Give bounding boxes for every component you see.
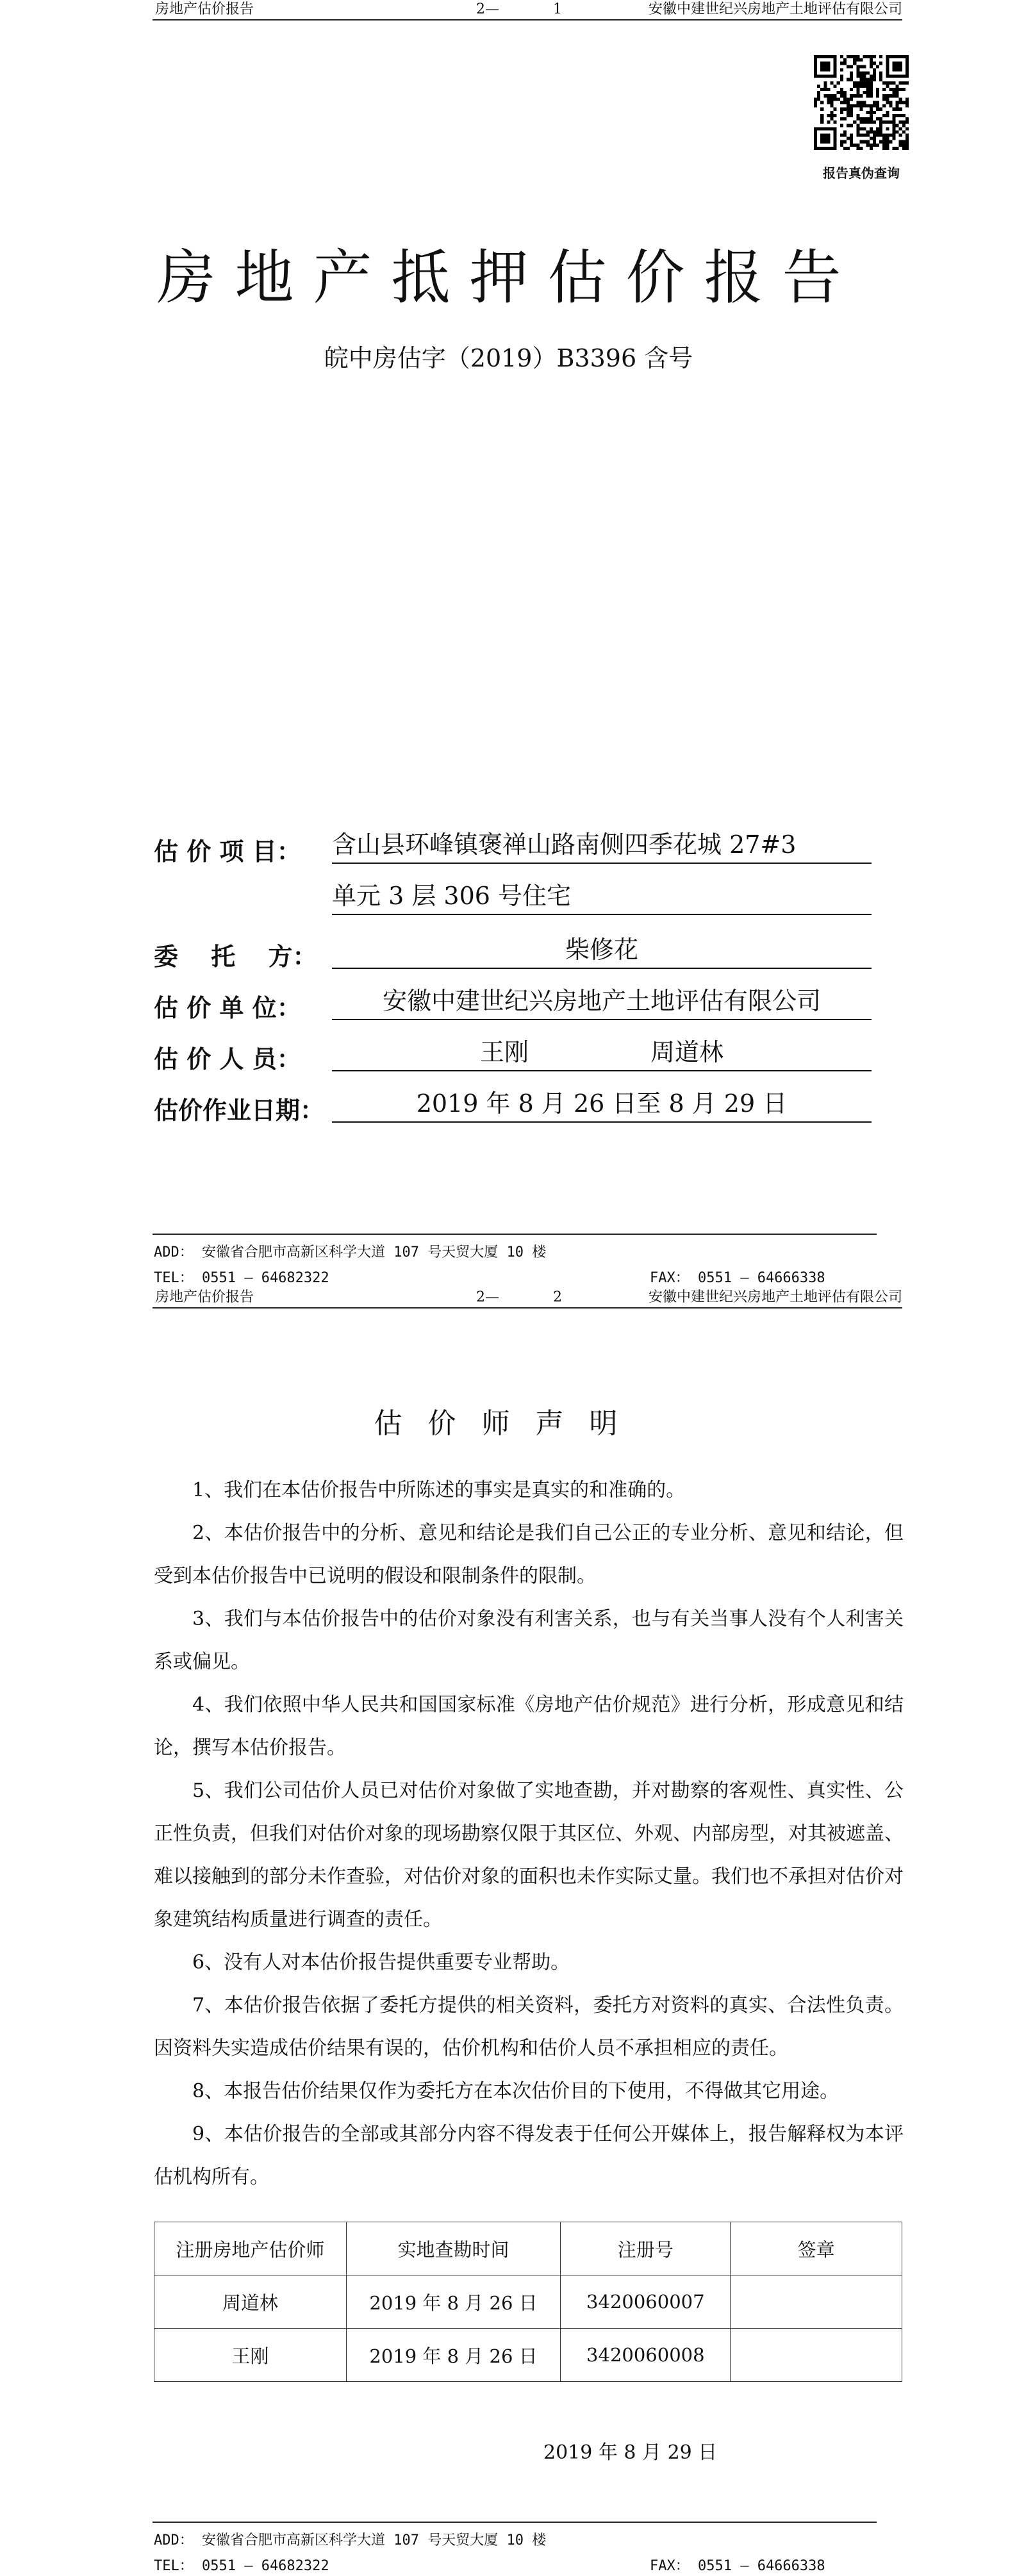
table-header-cell: 实地查勘时间	[346, 2222, 561, 2275]
table-cell-name: 周道林	[154, 2275, 347, 2329]
info-label-appraiser-company: 估 价 单 位：	[154, 994, 301, 1022]
info-value-project-line2: 单元 3 层 306 号住宅	[332, 878, 872, 915]
footer-tel: TEL： 0551 — 64682322	[154, 2558, 329, 2574]
info-value-project: 含山县环峰镇褒禅山路南侧四季花城 27#3	[332, 827, 872, 864]
table-cell-name: 王刚	[154, 2329, 347, 2382]
running-header	[153, 1288, 902, 1309]
report-title: 房地产抵押估价报告	[156, 244, 861, 312]
declaration-item: 1、我们在本估价报告中所陈述的事实是真实的和准确的。	[192, 1479, 686, 1501]
declaration-item: 2、本估价报告中的分析、意见和结论是我们自己公正的专业分析、意见和结论，但受到本估价报告中已说明的假设和限制条件的限制。	[154, 1522, 904, 1587]
table-cell-reg-no: 3420060007	[561, 2275, 731, 2329]
table-cell-date: 2019 年 8 月 26 日	[346, 2275, 561, 2329]
declaration-item: 3、我们与本估价报告中的估价对象没有利害关系，也与有关当事人没有个人利害关系或偏见。	[154, 1608, 904, 1673]
declaration-item: 4、我们依照中华人民共和国国家标准《房地产估价规范》进行分析，形成意见和结论，撰写本估价报告。	[154, 1694, 904, 1759]
declaration-item: 8、本报告估价结果仅作为委托方在本次估价目的下使用，不得做其它用途。	[192, 2080, 839, 2102]
declaration-item: 6、没有人对本估价报告提供重要专业帮助。	[192, 1951, 570, 1974]
header-company: 安徽中建世纪兴房地产土地评估有限公司	[648, 1289, 902, 1305]
footer-fax: FAX： 0551 — 64666338	[650, 2558, 825, 2574]
running-header	[153, 0, 902, 21]
qr-caption: 报告真伪查询	[823, 165, 900, 181]
footer-fax: FAX： 0551 — 64666338	[650, 1270, 825, 1286]
report-number: 皖中房估字（2019）B3396 含号	[324, 344, 693, 372]
header-report-type: 房地产估价报告	[155, 1, 254, 17]
info-value-work-date: 2019 年 8 月 26 日至 8 月 29 日	[332, 1086, 872, 1123]
table-cell-signature	[731, 2275, 902, 2329]
footer-tel: TEL： 0551 — 64682322	[154, 1270, 329, 1286]
footer-address: ADD： 安徽省合肥市高新区科学大道 107 号天贸大厦 10 楼	[154, 1244, 547, 1260]
header-page-number: 1	[553, 1, 562, 17]
qr-code-icon[interactable]	[814, 55, 909, 150]
header-company: 安徽中建世纪兴房地产土地评估有限公司	[648, 1, 902, 17]
header-report-type: 房地产估价报告	[155, 1289, 254, 1305]
declaration-item: 9、本估价报告的全部或其部分内容不得发表于任何公开媒体上，报告解释权为本评估机构所有。	[154, 2123, 904, 2188]
info-label-project: 估 价 项 目：	[154, 838, 301, 866]
appraiser-signature-table	[154, 2222, 902, 2382]
info-value-appraiser-company: 安徽中建世纪兴房地产土地评估有限公司	[332, 983, 872, 1020]
info-label-appraisers: 估 价 人 员：	[154, 1045, 301, 1073]
table-header-cell: 注册房地产估价师	[154, 2222, 347, 2275]
info-label-client: 委 托 方：	[154, 943, 317, 971]
header-page-prefix: 2—	[476, 1, 499, 17]
page-footer	[153, 1234, 877, 1288]
table-row	[154, 2275, 902, 2329]
declaration-item: 7、本估价报告依据了委托方提供的相关资料，委托方对资料的真实、合法性负责。因资料失实造成估价结果有误的，估价机构和估价人员不承担相应的责任。	[154, 1994, 904, 2060]
table-row	[154, 2329, 902, 2382]
declaration-date: 2019 年 8 月 29 日	[543, 2441, 718, 2464]
info-label-work-date: 估价作业日期：	[154, 1096, 325, 1125]
table-cell-date: 2019 年 8 月 26 日	[346, 2329, 561, 2382]
table-header-cell: 签章	[731, 2222, 902, 2275]
footer-address: ADD： 安徽省合肥市高新区科学大道 107 号天贸大厦 10 楼	[154, 2532, 547, 2548]
table-header-row	[154, 2222, 902, 2275]
declaration-body	[154, 1469, 904, 2199]
declaration-title: 估价师声明	[374, 1407, 643, 1440]
page-footer	[153, 2522, 877, 2576]
table-cell-signature	[731, 2329, 902, 2382]
declaration-item: 5、我们公司估价人员已对估价对象做了实地查勘，并对勘察的客观性、真实性、公正性负责，但我们对估价对象的现场勘察仅限于其区位、外观、内部房型，对其被遮盖、难以接触到的部分未作查验，对估价对象的面积也未作实际丈量。我们也不承担对估价对象建筑结构质量进行调查的责任。	[154, 1779, 904, 1931]
info-value-client: 柴修花	[332, 932, 872, 969]
header-page-prefix: 2—	[476, 1289, 499, 1305]
table-cell-reg-no: 3420060008	[561, 2329, 731, 2382]
table-header-cell: 注册号	[561, 2222, 731, 2275]
header-page-number: 2	[553, 1289, 562, 1305]
info-value-appraisers: 王刚 周道林	[332, 1034, 872, 1071]
